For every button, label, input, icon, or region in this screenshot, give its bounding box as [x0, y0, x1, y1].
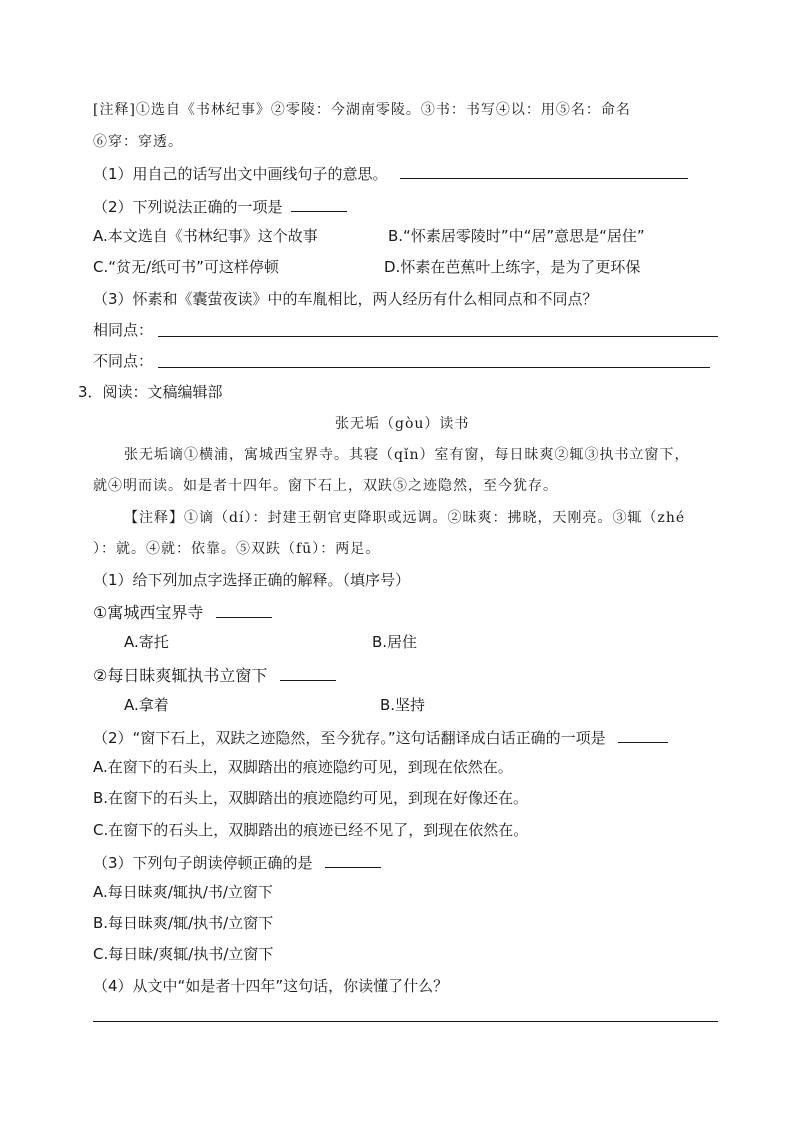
q3-item2-option-a: A.拿着: [124, 696, 169, 714]
q3-item1-answer-blank[interactable]: [216, 601, 272, 618]
q3-sub2-option-c: C.在窗下的石头上，双脚踏出的痕迹已经不见了，到现在依然在。: [93, 821, 529, 839]
q3-sub4-answer-line[interactable]: [93, 1021, 718, 1022]
q3-sub3-option-a: A.每日昧爽/辄执/书/立窗下: [93, 883, 273, 901]
q2-same-answer-line[interactable]: [158, 336, 718, 337]
q3-notes-line-2: ）：就。④就：依靠。⑤双趺（fū）：两足。: [93, 541, 381, 557]
q3-sub2-option-a: A.在窗下的石头上，双脚踏出的痕迹隐约可见，到现在依然在。: [93, 758, 513, 776]
q3-sub4: （4）从文中“如是者十四年”这句话，你读懂了什么？: [93, 977, 449, 995]
q3-passage-title: 张无垢（gòu）读书: [335, 416, 470, 432]
q3-sub2-text: （2）“窗下石上，双趺之迹隐然，至今犹存。”这句话翻译成白话正确的一项是: [93, 729, 606, 747]
q3-item1-option-a: A.寄托: [124, 633, 169, 651]
q3-passage-line-1: 张无垢谪①横浦，寓城西宝界寺。其寝（qǐn）室有窗，每日昧爽②辄③执书立窗下，: [124, 447, 690, 463]
q2-sub1-text: （1）用自己的话写出文中画线句子的意思。: [93, 165, 388, 183]
q3-item2-option-b: B.坚持: [380, 696, 426, 714]
q2-option-c: C.“贫无/纸可书”可这样停顿: [93, 258, 279, 276]
q3-item2-text: ②每日昧爽辄执书立窗下: [93, 666, 268, 685]
q2-sub3: （3）怀素和《囊萤夜读》中的车胤相比，两人经历有什么相同点和不同点？: [93, 290, 598, 308]
q3-sub3: [93, 851, 381, 873]
q2-sub2-text: （2）下列说法正确的一项是: [93, 198, 283, 216]
q3-item1-option-b: B.居住: [372, 633, 418, 651]
q3-sub1: （1）给下列加点字选择正确的解释。（填序号）: [93, 571, 411, 589]
q2-sub1-answer-blank[interactable]: [400, 162, 688, 179]
q3-passage-line-2: 就④明而读。如是者十四年。窗下石上，双趺⑤之迹隐然，至今犹存。: [93, 478, 558, 494]
q2-sub2: [93, 195, 347, 217]
q2-option-a: A.本文选自《书林纪事》这个故事: [93, 227, 318, 245]
q3-item2-answer-blank[interactable]: [280, 664, 336, 681]
q2-sub2-answer-blank[interactable]: [291, 195, 347, 212]
q3-item1: [93, 601, 272, 623]
q3-notes-line-1: 【注释】①谪（dí）：封建王朝官吏降职或远调。②昧爽：拂晓，天刚亮。③辄（zhé: [124, 510, 686, 526]
q2-option-d: D.怀素在芭蕉叶上练字，是为了更环保: [384, 258, 641, 276]
q2-notes-line-2: ⑥穿：穿透。: [93, 134, 183, 150]
q2-notes-line-1: [注释]①选自《书林纪事》②零陵：今湖南零陵。③书：书写④以：用⑤名：命名: [93, 102, 631, 118]
q3-sub3-text: （3）下列句子朗读停顿正确的是: [93, 854, 313, 872]
q3-sub3-option-b: B.每日昧爽/辄/执书/立窗下: [93, 914, 274, 932]
q2-same-label: 相同点：: [93, 321, 154, 339]
q3-heading: 3．阅读：文稿编辑部: [78, 383, 223, 401]
q3-item2: [93, 664, 336, 686]
q3-sub2-option-b: B.在窗下的石头上，双脚踏出的痕迹隐约可见，到现在好像还在。: [93, 789, 529, 807]
q3-sub2-answer-blank[interactable]: [618, 726, 668, 743]
q3-sub3-answer-blank[interactable]: [325, 851, 381, 868]
q3-item1-text: ①寓城西宝界寺: [93, 603, 204, 622]
q3-sub2: [93, 726, 668, 748]
q2-diff-label: 不同点：: [93, 352, 154, 370]
q3-sub3-option-c: C.每日昧/爽辄/执书/立窗下: [93, 945, 274, 963]
q2-option-b: B.“怀素居零陵时”中“居”意思是“居住”: [388, 227, 645, 245]
q2-diff-answer-line[interactable]: [158, 367, 710, 368]
q2-sub1: [93, 162, 688, 184]
